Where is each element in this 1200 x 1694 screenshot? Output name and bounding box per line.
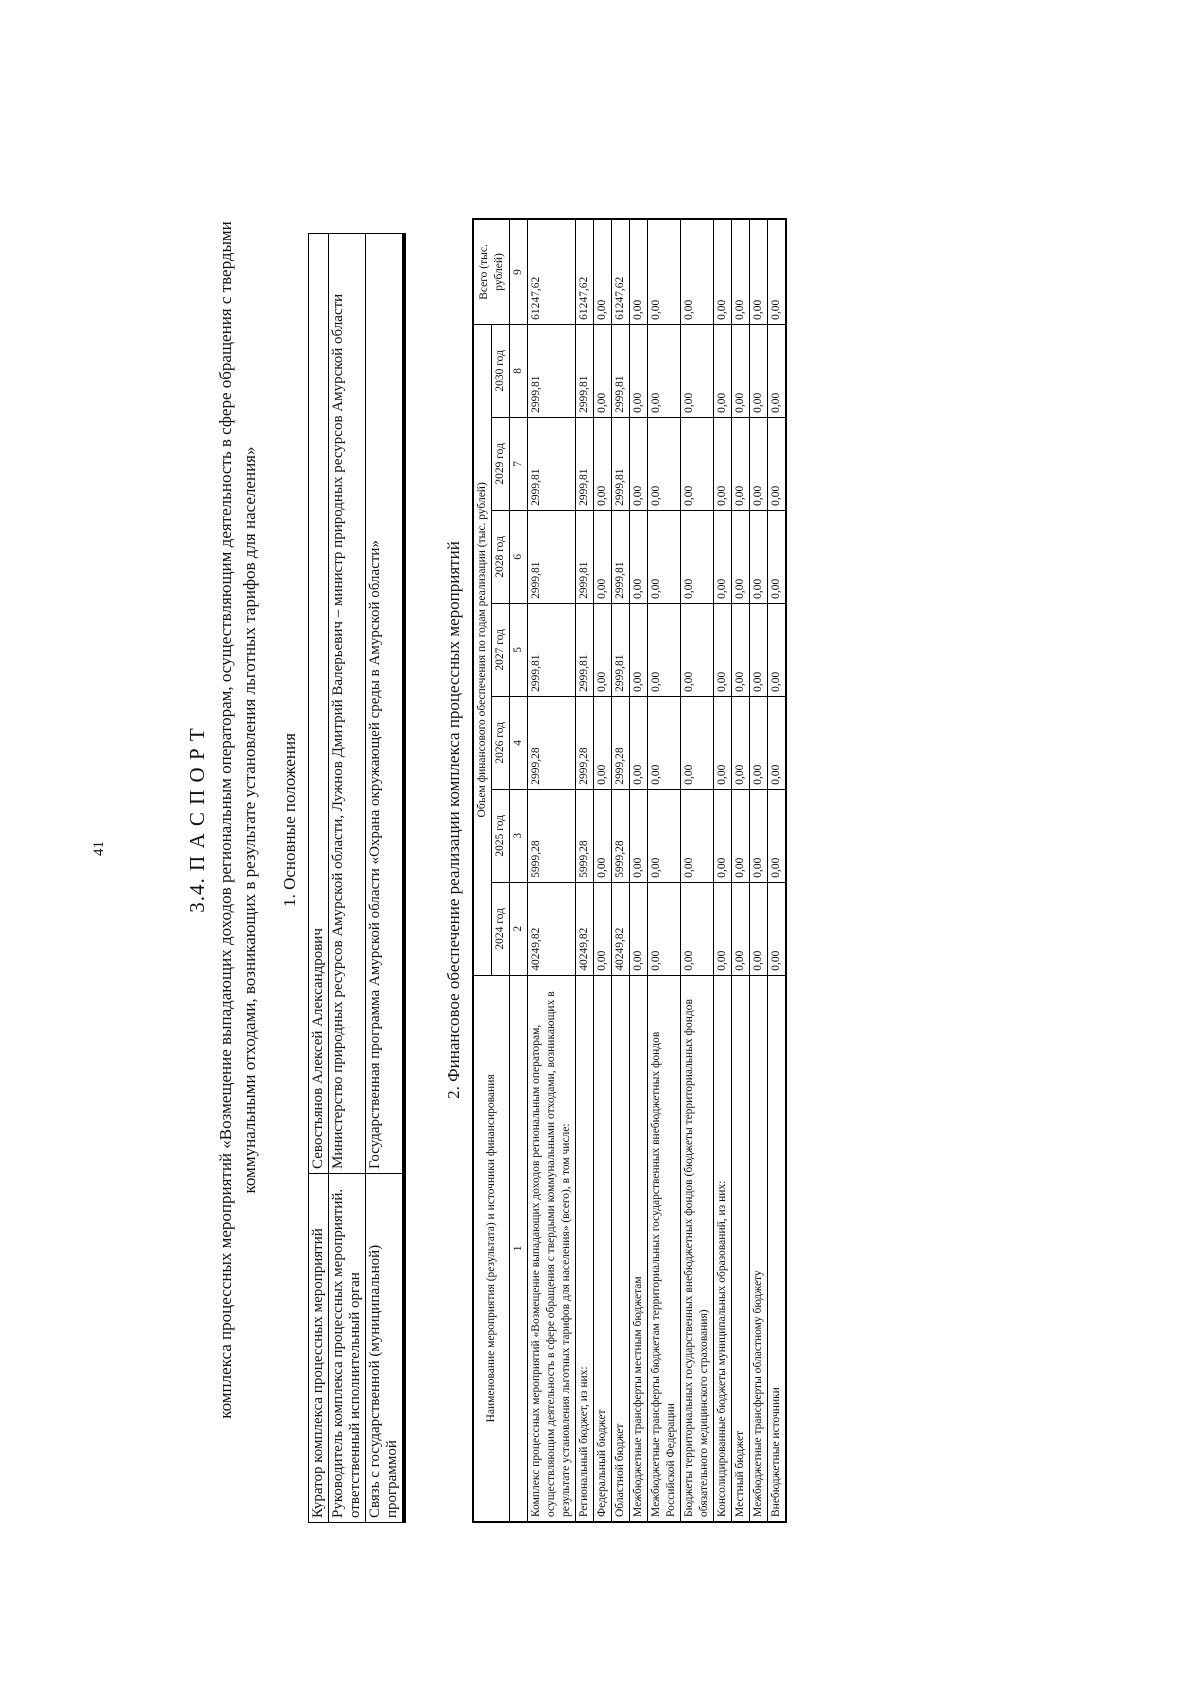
- financing-value-cell: 0,00: [732, 324, 750, 417]
- financing-value-cell: 0,00: [648, 510, 681, 603]
- financing-table: [472, 218, 787, 1523]
- financing-value-cell: 0,00: [768, 324, 787, 417]
- financing-value-cell: 0,00: [630, 882, 648, 975]
- financing-value-cell: 0,00: [714, 603, 732, 696]
- document-title: 3.4. П А С П О Р Т: [185, 727, 209, 913]
- column-number: 3: [510, 789, 528, 882]
- financing-value-cell: 0,00: [732, 603, 750, 696]
- financing-value-cell: 0,00: [768, 789, 787, 882]
- financing-row: [648, 219, 681, 1522]
- section-1-heading: 1. Основные положения: [280, 733, 299, 907]
- financing-row: [681, 219, 714, 1522]
- financing-value-cell: 2999,28: [612, 696, 630, 789]
- financing-value-cell: 2999,28: [576, 696, 594, 789]
- financing-value-cell: 0,00: [750, 510, 768, 603]
- financing-value-cell: 0,00: [768, 696, 787, 789]
- financing-row-name: Комплекс процессных мероприятий «Возмещение выпадающих доходов региональным операторам, осуществляющим деятельность в сфере обращения с твердыми коммунальными отходами, возникающих в результате установления льготных тарифов для населения» (всего), в том числе:: [528, 975, 576, 1522]
- year-header: 2029 год: [492, 417, 510, 510]
- financing-value-cell: 0,00: [714, 219, 732, 324]
- financing-value-cell: 0,00: [768, 510, 787, 603]
- financing-row: [612, 219, 630, 1522]
- financing-value-cell: 5999,28: [612, 789, 630, 882]
- financing-value-cell: 2999,81: [612, 603, 630, 696]
- financing-row-name: Межбюджетные трансферты областному бюджету: [750, 975, 768, 1522]
- total-column-header: Всего (тыс. рублей): [473, 219, 510, 324]
- financing-value-cell: 0,00: [732, 789, 750, 882]
- financing-value-cell: 0,00: [750, 789, 768, 882]
- financing-value-cell: 40249,82: [576, 882, 594, 975]
- financing-value-cell: 0,00: [630, 219, 648, 324]
- financing-row-name: Местный бюджет: [732, 975, 750, 1522]
- financing-value-cell: 0,00: [594, 603, 612, 696]
- financing-value-cell: 2999,81: [612, 324, 630, 417]
- basic-row-value: Севостьянов Алексей Александрович: [309, 234, 329, 1174]
- financing-value-cell: 0,00: [630, 324, 648, 417]
- year-header: 2024 год: [492, 882, 510, 975]
- financing-row: [528, 219, 576, 1522]
- financing-value-cell: 0,00: [630, 603, 648, 696]
- financing-row-name: Межбюджетные трансферты бюджетам территориальных государственных внебюджетных фондов Российской Федерации: [648, 975, 681, 1522]
- financing-value-cell: 0,00: [681, 882, 714, 975]
- financing-value-cell: 0,00: [714, 417, 732, 510]
- year-header: 2030 год: [492, 324, 510, 417]
- financing-value-cell: 0,00: [648, 882, 681, 975]
- financing-value-cell: 0,00: [594, 696, 612, 789]
- financing-value-cell: 0,00: [681, 789, 714, 882]
- column-number: 2: [510, 882, 528, 975]
- financing-row: [576, 219, 594, 1522]
- financing-value-cell: 2999,81: [528, 510, 576, 603]
- basic-row-label: Руководитель комплекса процессных мероприятий. ответственный исполнительный орган: [329, 1174, 366, 1523]
- year-header: 2027 год: [492, 603, 510, 696]
- financing-value-cell: 0,00: [594, 417, 612, 510]
- financing-value-cell: 2999,81: [612, 510, 630, 603]
- financing-value-cell: 40249,82: [612, 882, 630, 975]
- name-column-header: Наименование мероприятия (результата) и источники финансирования: [473, 975, 510, 1522]
- financing-value-cell: 0,00: [732, 219, 750, 324]
- financing-value-cell: 61247,62: [528, 219, 576, 324]
- financing-value-cell: 2999,28: [528, 696, 576, 789]
- financing-row: [594, 219, 612, 1522]
- financing-value-cell: 2999,81: [576, 603, 594, 696]
- financing-value-cell: 0,00: [750, 696, 768, 789]
- column-number: 1: [510, 975, 528, 1522]
- column-numbers-row: [510, 219, 528, 1522]
- financing-header-row: [473, 219, 492, 1522]
- financing-value-cell: 0,00: [768, 219, 787, 324]
- financing-value-cell: 0,00: [630, 417, 648, 510]
- financing-value-cell: 2999,81: [528, 417, 576, 510]
- financing-row-name: Консолидированные бюджеты муниципальных образований, из них:: [714, 975, 732, 1522]
- financing-value-cell: 0,00: [714, 882, 732, 975]
- financing-value-cell: 2999,81: [576, 510, 594, 603]
- document-subtitle: комплекса процессных мероприятий «Возмещение выпадающих доходов региональным операторам, осуществляющим деятельность в сфере обращения с твердыми коммунальными отходами, возникающих в результате установления льготных тарифов для населения»: [216, 221, 259, 1419]
- basic-row-value: Министерство природных ресурсов Амурской области, Лужнов Дмитрий Валерьевич – министр природных ресурсов Амурской области: [329, 234, 366, 1174]
- financing-value-cell: 0,00: [750, 324, 768, 417]
- financing-value-cell: 0,00: [594, 882, 612, 975]
- financing-value-cell: 0,00: [732, 417, 750, 510]
- financing-row-name: Внебюджетные источники: [768, 975, 787, 1522]
- financing-value-cell: 0,00: [681, 603, 714, 696]
- column-number: 9: [510, 219, 528, 324]
- basic-row: [309, 234, 329, 1523]
- financing-value-cell: 0,00: [594, 510, 612, 603]
- financing-value-cell: 0,00: [648, 603, 681, 696]
- financing-row: [732, 219, 750, 1522]
- financing-value-cell: 0,00: [732, 882, 750, 975]
- financing-value-cell: 0,00: [630, 789, 648, 882]
- year-header: 2025 год: [492, 789, 510, 882]
- financing-row: [768, 219, 787, 1522]
- column-number: 5: [510, 603, 528, 696]
- basic-row-label: Куратор комплекса процессных мероприятий: [309, 1174, 329, 1523]
- financing-value-cell: 0,00: [768, 603, 787, 696]
- financing-value-cell: 0,00: [750, 882, 768, 975]
- financing-value-cell: 0,00: [714, 324, 732, 417]
- financing-value-cell: 0,00: [732, 696, 750, 789]
- financing-value-cell: 0,00: [714, 789, 732, 882]
- financing-value-cell: 0,00: [648, 789, 681, 882]
- financing-value-cell: 61247,62: [576, 219, 594, 324]
- basic-provisions-table: [308, 233, 406, 1523]
- basic-row: [366, 234, 405, 1523]
- basic-row: [329, 234, 366, 1523]
- financing-value-cell: 2999,81: [576, 417, 594, 510]
- financing-value-cell: 5999,28: [576, 789, 594, 882]
- financing-row-name: Федеральный бюджет: [594, 975, 612, 1522]
- financing-value-cell: 61247,62: [612, 219, 630, 324]
- financing-value-cell: 0,00: [750, 219, 768, 324]
- years-column-header: Объем финансового обеспечения по годам реализации (тыс. рублей): [473, 324, 492, 975]
- financing-value-cell: 2999,81: [528, 324, 576, 417]
- financing-value-cell: 0,00: [750, 417, 768, 510]
- financing-row: [630, 219, 648, 1522]
- financing-value-cell: 0,00: [648, 219, 681, 324]
- financing-value-cell: 0,00: [594, 219, 612, 324]
- financing-value-cell: 0,00: [768, 417, 787, 510]
- financing-value-cell: 0,00: [648, 417, 681, 510]
- financing-value-cell: 0,00: [714, 696, 732, 789]
- financing-value-cell: 0,00: [648, 696, 681, 789]
- year-header: 2026 год: [492, 696, 510, 789]
- financing-value-cell: 0,00: [681, 696, 714, 789]
- year-header: 2028 год: [492, 510, 510, 603]
- financing-value-cell: 0,00: [648, 324, 681, 417]
- column-number: 8: [510, 324, 528, 417]
- financing-value-cell: 0,00: [594, 789, 612, 882]
- financing-value-cell: 0,00: [630, 696, 648, 789]
- basic-row-value: Государственная программа Амурской области «Охрана окружающей среды в Амурской области»: [366, 234, 405, 1174]
- rotated-page-content: [185, 95, 1025, 1545]
- column-number: 7: [510, 417, 528, 510]
- financing-value-cell: 0,00: [630, 510, 648, 603]
- financing-row: [750, 219, 768, 1522]
- financing-value-cell: 0,00: [594, 324, 612, 417]
- financing-row-name: Областной бюджет: [612, 975, 630, 1522]
- financing-value-cell: 2999,81: [576, 324, 594, 417]
- financing-value-cell: 0,00: [681, 510, 714, 603]
- financing-value-cell: 0,00: [681, 417, 714, 510]
- financing-value-cell: 0,00: [732, 510, 750, 603]
- financing-value-cell: 2999,81: [528, 603, 576, 696]
- financing-row-name: Межбюджетные трансферты местным бюджетам: [630, 975, 648, 1522]
- financing-value-cell: 2999,81: [612, 417, 630, 510]
- financing-row: [714, 219, 732, 1522]
- section-2-heading: 2. Финансовое обеспечение реализации комплекса процессных мероприятий: [444, 541, 463, 1099]
- financing-value-cell: 0,00: [750, 603, 768, 696]
- column-number: 4: [510, 696, 528, 789]
- financing-value-cell: 5999,28: [528, 789, 576, 882]
- financing-row-name: Региональный бюджет, из них:: [576, 975, 594, 1522]
- column-number: 6: [510, 510, 528, 603]
- financing-row-name: Бюджеты территориальных государственных внебюджетных фондов (бюджеты территориальных фондов обязательного медицинского страхования): [681, 975, 714, 1522]
- financing-value-cell: 40249,82: [528, 882, 576, 975]
- financing-value-cell: 0,00: [768, 882, 787, 975]
- page-number: 41: [91, 841, 107, 856]
- financing-value-cell: 0,00: [681, 324, 714, 417]
- financing-value-cell: 0,00: [681, 219, 714, 324]
- financing-value-cell: 0,00: [714, 510, 732, 603]
- basic-row-label: Связь с государственной (муниципальной) программой: [366, 1174, 405, 1523]
